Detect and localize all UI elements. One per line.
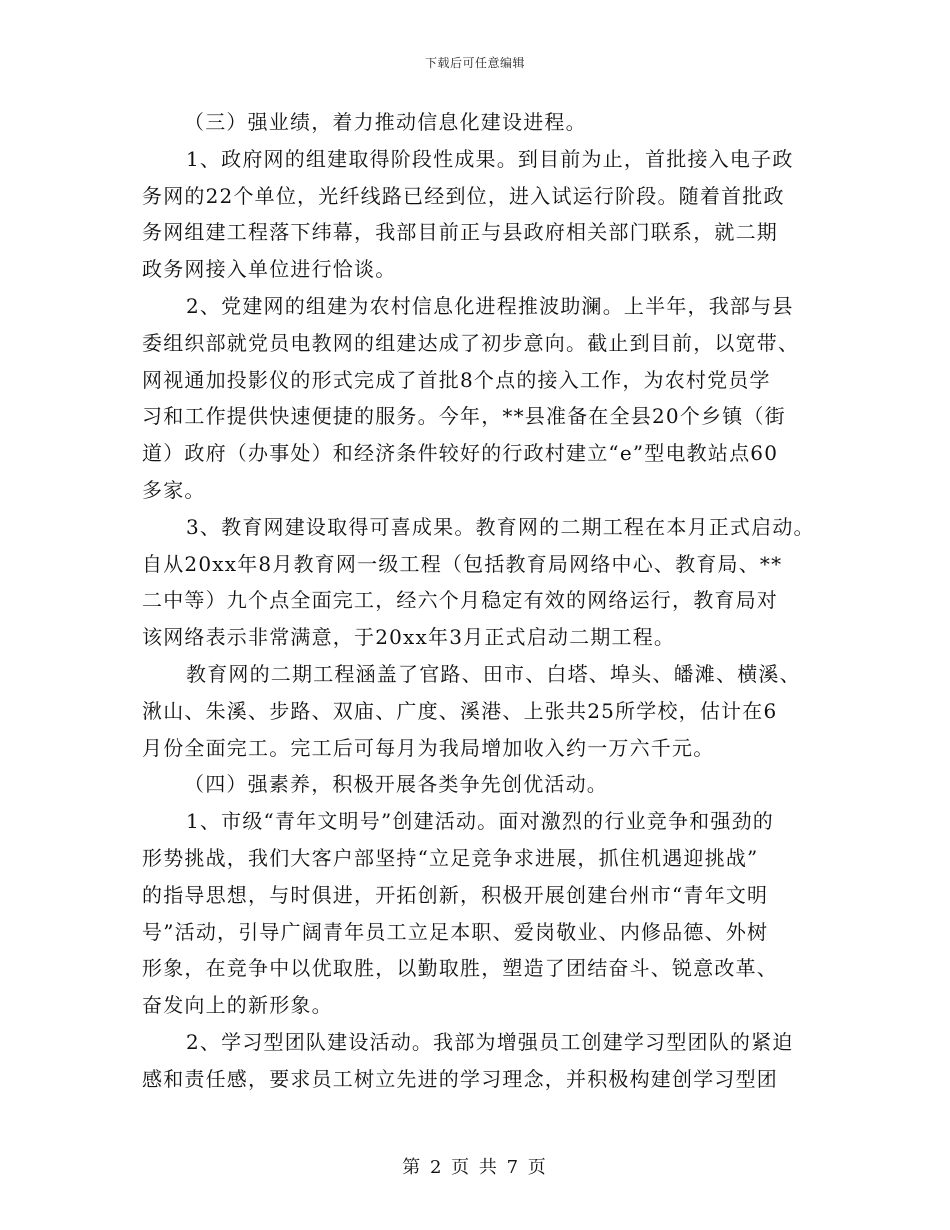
paragraph-line: 多家。	[142, 477, 206, 502]
paragraph-line: 2、学习型团队建设活动。我部为增强员工创建学习型团队的紧迫	[186, 1029, 794, 1054]
paragraph-line: 3、教育网建设取得可喜成果。教育网的二期工程在本月正式启动。	[186, 514, 815, 539]
paragraph-line: 的指导思想，与时俱进，开拓创新，积极开展创建台州市“青年文明	[142, 882, 769, 907]
paragraph-line: 形势挑战，我们大客户部坚持“立足竞争求进展，抓住机遇迎挑战”	[142, 845, 759, 870]
paragraph-line: 教育网的二期工程涵盖了官路、田市、白塔、埠头、皤滩、横溪、	[186, 661, 801, 686]
paragraph-line: 二中等）九个点全面完工，经六个月稳定有效的网络运行，教育局对	[142, 588, 778, 613]
paragraph-line: 湫山、朱溪、步路、双庙、广度、溪港、上张共25所学校，估计在6	[142, 698, 778, 723]
header-note: 下载后可任意编辑	[424, 56, 525, 70]
paragraph-line: 道）政府（办事处）和经济条件较好的行政村建立“e”型电教站点60	[142, 441, 779, 466]
page-number-footer: 第 2 页 共 7 页	[402, 1157, 548, 1178]
paragraph-line: 务网的22个单位，光纤线路已经到位，进入试运行阶段。随着首批政	[142, 183, 785, 208]
paragraph-line: 委组织部就党员电教网的组建达成了初步意向。截止到目前，以宽带、	[142, 330, 800, 355]
paragraph-line: 该网络表示非常满意，于20xx年3月正式启动二期工程。	[142, 625, 676, 650]
paragraph-line: 号”活动，引导广阔青年员工立足本职、爱岗敬业、内修品德、外树	[142, 919, 769, 944]
section-heading: （三）强业绩，着力推动信息化建设进程。	[184, 110, 587, 134]
paragraph-line: 形象，在竞争中以优取胜，以勤取胜，塑造了团结奋斗、锐意改革、	[142, 956, 778, 981]
paragraph-line: 网视通加投影仪的形式完成了首批8个点的接入工作，为农村党员学	[142, 367, 771, 392]
paragraph-line: 习和工作提供快速便捷的服务。今年，**县准备在全县20个乡镇（街	[142, 404, 786, 429]
paragraph-line: 奋发向上的新形象。	[142, 993, 333, 1018]
paragraph-line: 1、政府网的组建取得阶段性成果。到目前为止，首批接入电子政	[186, 146, 794, 171]
paragraph-line: 政务网接入单位进行恰谈。	[142, 257, 397, 282]
paragraph-line: 自从20xx年8月教育网一级工程（包括教育局网络中心、教育局、**	[142, 551, 783, 576]
paragraph-line: 务网组建工程落下纬幕，我部目前正与县政府相关部门联系，就二期	[142, 220, 778, 245]
paragraph-line: 1、市级“青年文明号”创建活动。面对激烈的行业竞争和强劲的	[186, 809, 774, 834]
paragraph-line: 2、党建网的组建为农村信息化进程推波助澜。上半年，我部与县	[186, 293, 794, 318]
document-body	[142, 104, 822, 1098]
paragraph-line: 感和责任感，要求员工树立先进的学习理念，并积极构建创学习型团	[142, 1066, 778, 1091]
section-heading: （四）强素养，积极开展各类争先创优活动。	[184, 772, 608, 797]
paragraph-line: 月份全面完工。完工后可每月为我局增加收入约一万六千元。	[142, 735, 715, 760]
